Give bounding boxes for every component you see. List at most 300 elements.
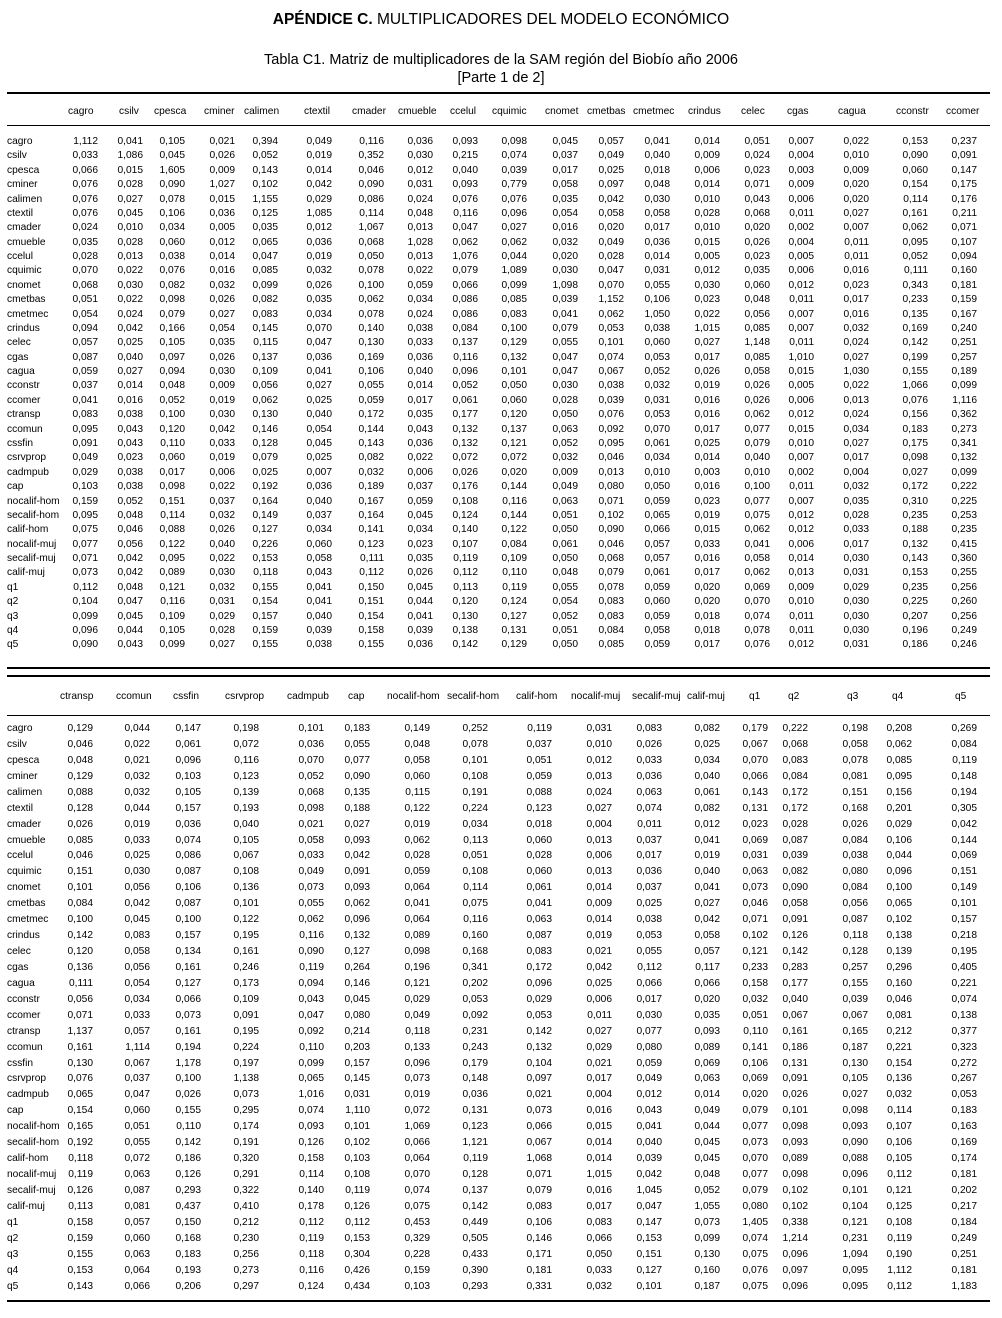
table-cell: 0,046 <box>358 164 384 176</box>
table-cell: 0,023 <box>742 818 768 830</box>
table-cell: 0,083 <box>586 1216 612 1228</box>
table-cell: 0,062 <box>902 222 928 234</box>
table-cell: 0,076 <box>452 193 478 205</box>
table-cell: 0,118 <box>253 567 278 579</box>
table-cell: 0,026 <box>407 567 433 579</box>
table-cell: 0,132 <box>344 930 370 942</box>
row-label: nocalif-muj <box>7 1169 57 1181</box>
table-cell: 0,072 <box>501 452 527 464</box>
table-cell: 0,083 <box>501 308 527 320</box>
table-cell: 0,090 <box>344 770 370 782</box>
table-cell: 0,062 <box>252 394 278 406</box>
table-cell: 0,020 <box>843 193 869 205</box>
table-cell: 0,233 <box>902 294 928 306</box>
table-cell: 0,030 <box>209 409 235 421</box>
table-cell: 0,161 <box>175 961 201 973</box>
table-cell: 0,256 <box>951 610 977 622</box>
table-cell: 0,056 <box>117 538 143 550</box>
table-cell: 1,030 <box>843 366 869 378</box>
table-cell: 0,040 <box>209 538 235 550</box>
table-cell: 0,036 <box>644 236 670 248</box>
table-cell: 0,017 <box>159 466 185 478</box>
table-cell: 0,056 <box>744 308 770 320</box>
table-cell: 0,087 <box>72 351 98 363</box>
table-cell: 0,068 <box>598 553 624 565</box>
table-cell: 0,206 <box>175 1280 201 1292</box>
table-cell: 0,063 <box>124 1248 150 1260</box>
table-cell: 0,079 <box>742 1105 768 1117</box>
table-cell: 0,067 <box>782 1009 808 1021</box>
table-cell: 0,108 <box>452 495 478 507</box>
table-cell: 0,101 <box>67 882 93 894</box>
table-cell: 0,048 <box>404 738 430 750</box>
table-cell: 0,070 <box>72 265 98 277</box>
table-cell: 0,305 <box>951 802 977 814</box>
table-cell: 0,036 <box>407 351 433 363</box>
table-cell: 0,119 <box>502 581 527 593</box>
row-label: ctransp <box>7 409 41 421</box>
row-label: ctextil <box>7 207 34 219</box>
table-cell: 0,062 <box>744 409 770 421</box>
table-cell: 0,030 <box>694 279 720 291</box>
column-header: nocalif-hom <box>387 691 440 702</box>
table-cell: 0,075 <box>462 898 488 910</box>
table-cell: 0,011 <box>789 481 814 493</box>
column-header: ctransp <box>60 691 94 702</box>
appendix-label: APÉNDICE C. <box>272 11 373 28</box>
table-cell: 0,016 <box>694 553 720 565</box>
table-cell: 1,028 <box>407 236 433 248</box>
table-cell: 0,173 <box>233 977 259 989</box>
table-cell: 0,042 <box>124 898 150 910</box>
table-cell: 0,097 <box>598 179 624 191</box>
table-cell: 0,256 <box>233 1248 259 1260</box>
row-label: csilv <box>7 150 27 162</box>
table-cell: 0,112 <box>359 567 384 579</box>
table-cell: 0,042 <box>117 322 143 334</box>
table-cell: 0,027 <box>209 639 235 651</box>
table-cell: 0,096 <box>175 754 201 766</box>
column-header: cmetbas <box>587 106 626 117</box>
table-cell: 0,156 <box>902 409 928 421</box>
table-cell: 0,051 <box>462 850 488 862</box>
table-cell: 1,138 <box>233 1073 259 1085</box>
table-cell: 0,304 <box>344 1248 370 1260</box>
table-cell: 0,106 <box>526 1216 552 1228</box>
table-cell: 0,035 <box>843 495 869 507</box>
table-cell: 0,108 <box>233 866 259 878</box>
row-label: calif-hom <box>7 1153 49 1165</box>
table-cell: 0,194 <box>951 786 977 798</box>
table-cell: 0,201 <box>886 802 912 814</box>
table-cell: 0,233 <box>742 961 768 973</box>
table-cell: 0,031 <box>209 596 235 608</box>
table-cell: 0,016 <box>586 1105 612 1117</box>
table-cell: 0,078 <box>598 581 624 593</box>
row-label: celec <box>7 337 31 349</box>
table-cell: 0,082 <box>252 294 278 306</box>
table-cell: 0,028 <box>526 850 552 862</box>
table-cell: 0,188 <box>902 524 928 536</box>
table-cell: 0,084 <box>951 738 977 750</box>
table-cell: 0,037 <box>407 481 433 493</box>
table-cell: 0,034 <box>306 524 332 536</box>
table-cell: 0,096 <box>782 1248 808 1260</box>
table-cell: 0,187 <box>842 1041 868 1053</box>
table-cell: 0,169 <box>902 322 928 334</box>
column-header: cagro <box>68 106 94 117</box>
table-cell: 0,026 <box>744 236 770 248</box>
table-cell: 0,225 <box>951 495 977 507</box>
table-cell: 0,106 <box>175 882 201 894</box>
table-cell: 0,061 <box>526 882 552 894</box>
table-cell: 0,168 <box>462 946 488 958</box>
table-cell: 0,036 <box>175 818 201 830</box>
table-cell: 0,079 <box>452 265 478 277</box>
table-cell: 0,058 <box>306 553 332 565</box>
table-cell: 0,014 <box>644 251 670 263</box>
table-cell: 0,076 <box>67 1073 93 1085</box>
table-cell: 0,038 <box>306 639 332 651</box>
table-cell: 0,157 <box>175 802 201 814</box>
table-cell: 0,046 <box>742 898 768 910</box>
table-cell: 0,198 <box>842 723 868 734</box>
table-cell: 0,048 <box>407 207 433 219</box>
table-cell: 0,073 <box>298 882 324 894</box>
table-cell: 0,183 <box>175 1248 201 1260</box>
table-cell: 1,015 <box>694 322 720 334</box>
table-cell: 0,071 <box>744 179 770 191</box>
table-cell: 0,134 <box>175 946 201 958</box>
table-cell: 0,207 <box>902 610 928 622</box>
table-cell: 0,039 <box>407 624 433 636</box>
table-cell: 0,122 <box>233 914 259 926</box>
table-cell: 0,016 <box>117 394 143 406</box>
table-cell: 0,090 <box>298 946 324 958</box>
table-cell: 0,040 <box>306 495 332 507</box>
table-cell: 0,132 <box>951 452 977 464</box>
table-cell: 0,060 <box>159 452 185 464</box>
table-cell: 0,153 <box>252 553 278 565</box>
table-cell: 0,114 <box>160 509 185 521</box>
table-cell: 0,143 <box>252 164 278 176</box>
table-cell: 0,048 <box>694 1169 720 1181</box>
column-header: q3 <box>847 691 859 702</box>
table-cell: 0,014 <box>586 914 612 926</box>
table-cell: 0,084 <box>67 898 93 910</box>
column-header: cmueble <box>398 106 437 117</box>
table-rule <box>7 715 990 716</box>
table-cell: 0,017 <box>407 394 433 406</box>
table-cell: 0,126 <box>344 1200 370 1212</box>
table-cell: 0,031 <box>344 1089 370 1101</box>
column-header: ccomun <box>116 691 152 702</box>
table-cell: 0,027 <box>117 366 143 378</box>
table-cell: 0,106 <box>742 1057 768 1069</box>
table-cell: 0,046 <box>598 452 624 464</box>
table-cell: 0,048 <box>117 509 143 521</box>
table-cell: 0,138 <box>886 930 912 942</box>
table-cell: 0,017 <box>636 993 662 1005</box>
table-cell: 1,214 <box>782 1232 808 1244</box>
row-label: q3 <box>7 1248 19 1260</box>
table-cell: 0,033 <box>843 524 869 536</box>
table-cell: 0,035 <box>306 294 332 306</box>
table-cell: 0,194 <box>175 1041 201 1053</box>
table-cell: 0,017 <box>644 222 670 234</box>
table-cell: 0,076 <box>744 639 770 651</box>
table-cell: 0,072 <box>404 1105 430 1117</box>
table-cell: 0,056 <box>67 993 93 1005</box>
table-cell: 0,099 <box>501 279 527 291</box>
table-cell: 0,074 <box>501 150 527 162</box>
table-cell: 0,149 <box>404 723 430 734</box>
table-cell: 0,149 <box>951 882 977 894</box>
table-cell: 0,161 <box>782 1025 808 1037</box>
table-cell: 0,083 <box>526 1200 552 1212</box>
table-cell: 0,118 <box>843 930 868 942</box>
table-cell: 0,011 <box>844 251 869 263</box>
table-cell: 0,119 <box>453 553 478 565</box>
table-cell: 0,039 <box>501 164 527 176</box>
table-cell: 0,010 <box>744 466 770 478</box>
table-cell: 0,137 <box>252 351 278 363</box>
table-cell: 0,024 <box>586 786 612 798</box>
table-cell: 0,112 <box>887 1280 912 1292</box>
table-cell: 0,188 <box>344 802 370 814</box>
table-cell: 0,063 <box>694 1073 720 1085</box>
table-cell: 0,024 <box>843 337 869 349</box>
table-cell: 0,120 <box>67 946 93 958</box>
table-cell: 1,116 <box>952 394 977 406</box>
table-cell: 0,178 <box>298 1200 324 1212</box>
table-cell: 0,102 <box>886 914 912 926</box>
table-cell: 0,065 <box>886 898 912 910</box>
table-cell: 0,019 <box>586 930 612 942</box>
table-cell: 0,136 <box>67 961 93 973</box>
table-cell: 0,036 <box>407 437 433 449</box>
table-cell: 0,077 <box>742 1121 768 1133</box>
table-cell: 0,060 <box>902 164 928 176</box>
table-cell: 0,068 <box>298 786 324 798</box>
table-cell: 0,142 <box>452 639 478 651</box>
table-cell: 0,160 <box>694 1264 720 1276</box>
table-cell: 1,155 <box>252 193 278 205</box>
table-cell: 0,116 <box>299 930 324 942</box>
table-cell: 0,084 <box>501 538 527 550</box>
row-label: cpesca <box>7 164 40 176</box>
table-cell: 0,011 <box>844 236 869 248</box>
table-cell: 0,010 <box>788 596 814 608</box>
table-cell: 0,084 <box>452 322 478 334</box>
table-cell: 0,037 <box>636 882 662 894</box>
table-cell: 0,218 <box>951 930 977 942</box>
table-cell: 0,147 <box>636 1216 662 1228</box>
table-cell: 0,142 <box>462 1200 488 1212</box>
table-cell: 0,010 <box>843 150 869 162</box>
table-cell: 0,078 <box>842 754 868 766</box>
table-cell: 0,098 <box>782 1169 808 1181</box>
table-cell: 0,114 <box>903 193 928 205</box>
table-cell: 0,096 <box>526 977 552 989</box>
table-cell: 0,004 <box>788 150 814 162</box>
column-header: cconstr <box>896 106 929 117</box>
table-cell: 0,145 <box>252 322 278 334</box>
table-cell: 0,023 <box>407 538 433 550</box>
table-cell: 0,096 <box>842 1169 868 1181</box>
row-label: cminer <box>7 179 38 191</box>
table-cell: 0,047 <box>598 265 624 277</box>
table-cell: 0,027 <box>842 1089 868 1101</box>
table-cell: 0,049 <box>306 136 332 147</box>
table-cell: 0,116 <box>463 914 488 926</box>
table-cell: 0,153 <box>902 567 928 579</box>
table-cell: 0,073 <box>742 882 768 894</box>
table-cell: 0,167 <box>951 308 977 320</box>
table-cell: 0,056 <box>842 898 868 910</box>
table-rule <box>7 667 990 669</box>
table-cell: 0,045 <box>694 1137 720 1149</box>
table-cell: 0,215 <box>452 150 478 162</box>
table-cell: 0,026 <box>782 1089 808 1101</box>
table-cell: 0,014 <box>586 1137 612 1149</box>
table-cell: 0,022 <box>407 452 433 464</box>
table-cell: 0,049 <box>598 236 624 248</box>
table-cell: 0,155 <box>67 1248 93 1260</box>
column-header: csilv <box>119 106 139 117</box>
table-cell: 0,028 <box>843 509 869 521</box>
table-cell: 0,018 <box>526 818 552 830</box>
table-cell: 0,046 <box>117 524 143 536</box>
table-cell: 0,047 <box>117 596 143 608</box>
table-cell: 0,132 <box>452 423 478 435</box>
table-cell: 0,055 <box>552 337 578 349</box>
table-cell: 0,095 <box>159 553 185 565</box>
table-cell: 0,158 <box>742 977 768 989</box>
table-cell: 0,029 <box>843 581 869 593</box>
table-cell: 0,047 <box>452 222 478 234</box>
table-cell: 0,033 <box>636 754 662 766</box>
table-cell: 0,113 <box>68 1200 93 1212</box>
table-cell: 0,131 <box>462 1105 488 1117</box>
table-cell: 0,055 <box>636 946 662 958</box>
row-label: crindus <box>7 322 40 334</box>
table-cell: 0,036 <box>306 481 332 493</box>
table-cell: 0,053 <box>951 1089 977 1101</box>
table-cell: 0,252 <box>462 723 488 734</box>
table-cell: 0,151 <box>842 786 868 798</box>
table-cell: 0,096 <box>344 914 370 926</box>
table-cell: 0,012 <box>407 164 433 176</box>
table-cell: 0,088 <box>842 1153 868 1165</box>
table-cell: 0,038 <box>842 850 868 862</box>
table-cell: 0,144 <box>501 509 527 521</box>
table-cell: 0,043 <box>117 639 143 651</box>
table-cell: 0,157 <box>252 610 278 622</box>
table-cell: 0,104 <box>72 596 98 608</box>
table-cell: 0,126 <box>175 1169 201 1181</box>
table-cell: 0,026 <box>175 1089 201 1101</box>
column-header: cnomet <box>545 106 579 117</box>
table-cell: 0,016 <box>843 265 869 277</box>
table-cell: 0,067 <box>233 850 259 862</box>
table-cell: 0,110 <box>502 567 527 579</box>
table-cell: 0,055 <box>552 581 578 593</box>
table-cell: 0,016 <box>694 481 720 493</box>
table-cell: 0,101 <box>842 1184 868 1196</box>
table-cell: 0,151 <box>358 596 384 608</box>
table-cell: 0,049 <box>598 150 624 162</box>
table-cell: 0,221 <box>951 977 977 989</box>
table-cell: 0,044 <box>407 596 433 608</box>
table-cell: 0,017 <box>694 567 720 579</box>
table-cell: 0,119 <box>345 1184 370 1196</box>
table-cell: 1,094 <box>842 1248 868 1260</box>
table-cell: 0,105 <box>233 834 259 846</box>
table-cell: 0,062 <box>298 914 324 926</box>
table-cell: 0,083 <box>636 723 662 734</box>
table-cell: 0,045 <box>117 610 143 622</box>
table-cell: 0,036 <box>306 351 332 363</box>
table-cell: 0,066 <box>636 977 662 989</box>
table-cell: 0,137 <box>462 1184 488 1196</box>
table-cell: 0,113 <box>463 834 488 846</box>
table-cell: 0,174 <box>951 1153 977 1165</box>
row-label: nocalif-hom <box>7 1121 60 1133</box>
table-cell: 0,433 <box>462 1248 488 1260</box>
table-cell: 0,002 <box>788 466 814 478</box>
table-cell: 0,103 <box>175 770 201 782</box>
table-cell: 0,075 <box>744 509 770 521</box>
table-cell: 0,061 <box>644 567 670 579</box>
table-cell: 0,079 <box>742 1184 768 1196</box>
table-cell: 0,015 <box>788 366 814 378</box>
table-cell: 0,027 <box>843 207 869 219</box>
table-cell: 0,058 <box>694 930 720 942</box>
table-cell: 0,027 <box>501 222 527 234</box>
table-cell: 0,121 <box>886 1184 912 1196</box>
table-cell: 0,111 <box>904 265 928 277</box>
table-cell: 0,164 <box>252 495 278 507</box>
table-cell: 0,237 <box>951 136 977 147</box>
table-cell: 0,025 <box>586 977 612 989</box>
table-cell: 0,059 <box>407 495 433 507</box>
table-rule <box>7 92 990 94</box>
row-label: cgas <box>7 351 29 363</box>
table-cell: 0,068 <box>744 207 770 219</box>
table-cell: 0,029 <box>209 610 235 622</box>
table-cell: 0,064 <box>124 1264 150 1276</box>
table-cell: 0,102 <box>782 1184 808 1196</box>
table-cell: 0,231 <box>462 1025 488 1037</box>
table-cell: 0,090 <box>782 882 808 894</box>
table-cell: 0,186 <box>902 639 928 651</box>
table-cell: 0,246 <box>951 639 977 651</box>
table-cell: 0,390 <box>462 1264 488 1276</box>
table-cell: 0,082 <box>694 723 720 734</box>
table-cell: 0,269 <box>951 723 977 734</box>
table-cell: 0,043 <box>117 423 143 435</box>
table-cell: 0,085 <box>744 351 770 363</box>
table-cell: 0,035 <box>209 337 235 349</box>
table-cell: 0,062 <box>744 567 770 579</box>
table-cell: 0,047 <box>552 366 578 378</box>
table-cell: 0,018 <box>694 624 720 636</box>
table-cell: 0,172 <box>358 409 384 421</box>
table-cell: 0,056 <box>252 380 278 392</box>
table-cell: 0,044 <box>124 723 150 734</box>
table-cell: 0,014 <box>694 1089 720 1101</box>
